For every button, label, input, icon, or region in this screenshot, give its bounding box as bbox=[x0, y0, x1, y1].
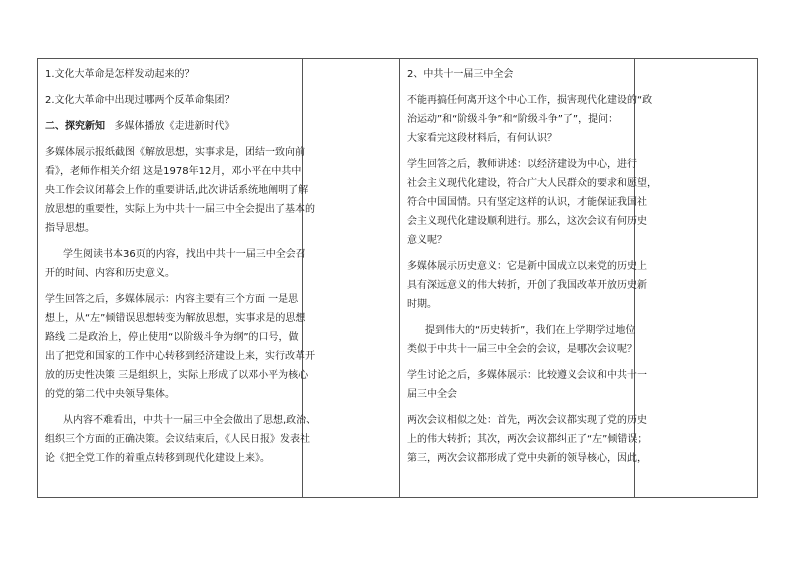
section-heading-plenum: 2、中共十一届三中全会 bbox=[407, 69, 514, 80]
paragraph-comparison: 学生讨论之后，多媒体展示：比较遵义会议和中共十一 届三中全会 bbox=[407, 370, 647, 400]
paragraph-similarities: 两次会议相似之处：首先，两次会议都实现了党的历史 上的伟大转折；其次，两次会议都纠正了“左”倾错误； 第三，两次会议都形成了党中央新的领导核心，因此， bbox=[407, 415, 648, 464]
section-heading: 二、探究新知 bbox=[45, 121, 105, 132]
question-2: 2.文化大革命中出现过哪两个反革命集团？ bbox=[45, 95, 235, 106]
section-line bbox=[45, 117, 296, 136]
section-subtitle: 多媒体播放《走进新时代》 bbox=[114, 121, 235, 132]
paragraph-teacher-explains: 学生回答之后，教师讲述：以经济建设为中心，进行 社会主义现代化建设，符合广大人民群众的要求和愿望， 符合中国国情。只有坚定这样的认识，才能保证我国社 会主义现代化建设顺利进行。那么，这次会议有何历史 意义呢？ bbox=[407, 159, 657, 246]
question-1: 1.文化大革命是怎样发动起来的？ bbox=[45, 69, 195, 80]
paragraph-material: 不能再搞任何离开这个中心工作，损害现代化建设的“政 治运动”和“阶级斗争”和“阶级斗争”了”，提问： 大家看完这段材料后，有何认识？ bbox=[407, 95, 653, 144]
left-content-cell bbox=[38, 59, 317, 498]
table-row bbox=[38, 59, 758, 498]
paragraph-turning-point: 提到伟大的“历史转折”，我们在上学期学过地位 类似于中共十一届三中全会的会议，是哪次会议呢？ bbox=[407, 325, 637, 355]
empty-cell bbox=[303, 59, 400, 498]
right-content-cell bbox=[400, 59, 657, 498]
paragraph-conclusion: 从内容不难看出，中共十一届三中全会做出了思想,政治、 组织三个方面的正确决策。会议结束后，《人民日报》发表社 论《把全党工作的着重点转移到现代化建设上来》。 bbox=[45, 415, 317, 464]
paragraph-significance: 多媒体展示历史意义：它是新中国成立以来党的历史上 具有深远意义的伟大转折，开创了我国改革开放历史新 时期。 bbox=[407, 261, 647, 310]
paragraph-three-aspects: 学生回答之后，多媒体展示：内容主要有三个方面 一是思 想上，从“左”倾错误思想转变为解放思想，实事求是的思想 路线 二是政治上，停止使用“以阶级斗争为纲”的口号，做 出了把党和国家的工作中心转移到经济建设上来，实行改革开 放的历史性决策 三是组织上，实际上形成了以邓小平为核心 的党的第二代中央领导集体。 bbox=[45, 294, 315, 400]
paragraph-media-intro: 多媒体展示报纸截图《解放思想，实事求是，团结一致向前 看》，老师作相关介绍 这是1978年12月，邓小平在中共中 央工作会议闭幕会上作的重要讲话,此次讲话系统地阐明了解 放思想的重要性，实际上为中共十一届三中全会提出了基本的 指导思想。 bbox=[45, 147, 315, 234]
paragraph-reading-task: 学生阅读书本36页的内容，找出中共十一届三中全会召 开的时间、内容和历史意义。 bbox=[45, 249, 306, 279]
lesson-plan-table bbox=[37, 58, 758, 498]
empty-cell bbox=[635, 59, 758, 498]
